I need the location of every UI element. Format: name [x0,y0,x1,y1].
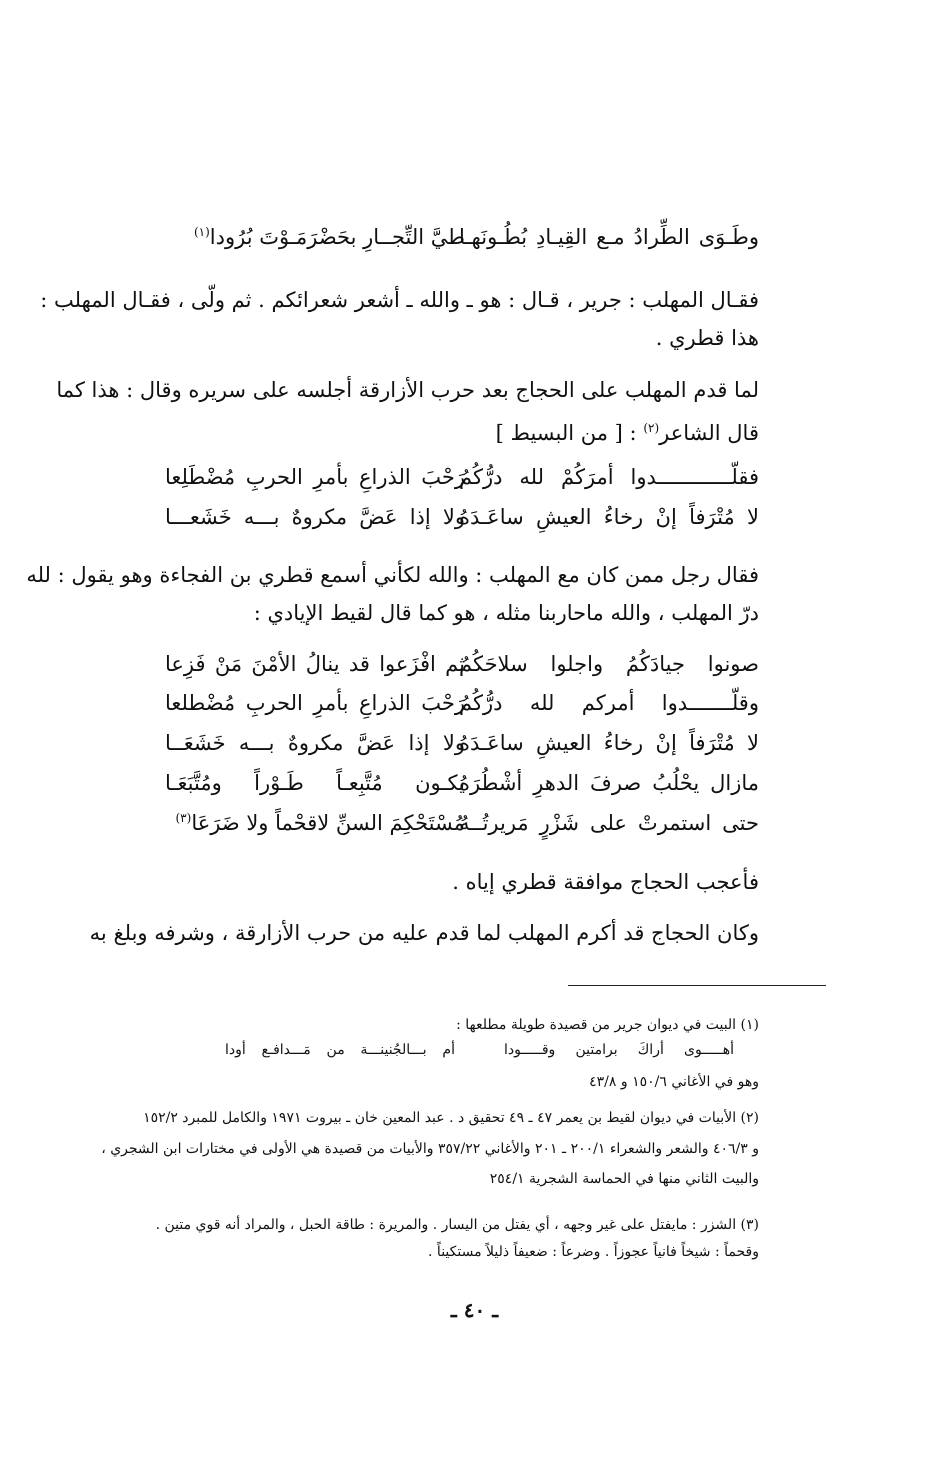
paragraph-3-line-1: فقال رجل ممن كان مع المهلب : والله لكأني أسمع قطري بن الفجاءة وهو يقول : لله [26,563,759,587]
footnote-2-line-3: والبيت الثاني منها في الحماسة الشجرية ٢٥٤/١ [489,1171,759,1187]
footnote-3-line-1: (٣) الشزر : مايفتل على غير وجهه ، أي يفتل من اليسار . والمريرة : طاقة الحبل ، والمراد أنه قوي متين . [155,1217,759,1233]
footnote-2-line-2: و ٤٠٦/٣ والشعر والشعراء ٢٠٠/١ ـ ٢٠١ والأغاني ٣٥٧/٢٢ والأبيات من قصيدة هي الأولى في مختارات ابن الشجري ، [101,1141,759,1157]
footnote-1-line-1: (١) البيت في ديوان جرير من قصيدة طويلة مطلعها : [456,1017,759,1033]
paragraph-1-line-2: هذا قطري . [655,326,759,350]
verse-2-5-left-text: مُسْتَحْكِمَ السنِّ لاقحْماً ولا ضَرَعَا [191,811,465,835]
verse-2-5-right: حتى استمرتْ على شَزْرٍ مَريرتُــهُ [459,811,759,835]
verse-1-1-right: فقلّــــــــــــدوا أمرَكُمْ لله درُّكُمُ [459,465,759,489]
footnote-3-line-2: وقحماً : شيخاً فانياً عجوزاً . وضرعاً : ضعيفاً ذليلاً مستكيناً . [428,1244,759,1260]
paragraph-3-line-2: درّ المهلب ، والله ماحاربنا مثله ، هو كما قال لقيط الإيادي : [253,601,759,625]
footnote-1-verse-left: أم بـــالجُنينـــة من مَـــدافـع أودا [225,1042,455,1058]
verse-2-5-left [165,811,465,835]
top-verse-right-hemistich: وطَـوَى الطِّرادُ مـع القِيـادِ بُطُـونَهـا [459,225,759,249]
verse-2-2-left: رَحْبَ الذراعِ بأمرِ الحربِ مُضْطلعا [165,691,465,715]
verse-2-4-left: يكـون مُتَّبِعـاً طَـوْراً ومُتَّبَعَـا [165,771,465,795]
footnote-1-verse-right: أهـــــوى أراكَ برامتين وقـــــودا [504,1042,734,1058]
top-verse-left-text: طيَّ التِّجــارِ بحَضْرَمَـوْتَ بُرُودا [209,225,465,249]
verse-2-4-right: مازال يحْلُبُ صرفَ الدهرِ أشْطُرَهُ [459,771,759,795]
paragraph-5-line-1: وكان الحجاج قد أكرم المهلب لما قدم عليه من حرب الأزارقة ، وشرفه وبلغ به [89,921,759,945]
top-verse-left-hemistich [165,225,465,249]
verse-2-3-right: لا مُتْرَفاً إنْ رخاءُ العيشِ ساعَـدَهُ [459,731,759,755]
verse-2-3-left: ولا إذا عَضَّ مكروهٌ بـــه خَشَعَــا [165,731,465,755]
verse-2-2-right: وقلّـــــــدوا أمركم لله درُّكُمُ [459,691,759,715]
footnote-marker-1: (١) [193,225,210,239]
footnote-1-line-3: وهو في الأغاني ١٥٠/٦ و ٤٣/٨ [589,1074,759,1090]
verse-2-1-right: صونوا جيادَكُمُ واجلوا سلاحَكُمُ [459,652,759,676]
paragraph-2-line-2 [496,413,759,448]
footnote-2-line-1: (٢) الأبيات في ديوان لقيط بن يعمر ٤٧ ـ ٤٩ تحقيق د . عبد المعين خان ـ بيروت ١٩٧١ والكامل للمبرد ١٥٢/٢ [143,1110,759,1126]
footnote-marker-2: (٢) [643,421,660,435]
paragraph-1-line-1: فقـال المهلب : جرير ، قـال : هو ـ والله ـ أشعر شعرائكم . ثم ولّى ، فقـال المهلب : [40,288,759,312]
paragraph-4: فأعجب الحجاج موافقة قطري إياه . [452,870,759,894]
verse-1-2-left: ولا إذا عَضَّ مكروهٌ بـــه خَشَعـــا [165,505,465,529]
meter-note: : [ من البسيط ] [495,421,637,445]
footnote-separator [568,985,826,986]
paragraph-2-line-2-text: قال الشاعر [659,421,759,445]
footnote-marker-3: (٣) [175,811,192,825]
paragraph-2-line-1: لما قدم المهلب على الحجاج بعد حرب الأزارقة أجلسه على سريره وقال : هذا كما [56,378,759,402]
verse-1-2-right: لا مُتْرَفاً إنْ رخاءُ العيشِ ساعَـدَهُ [459,505,759,529]
verse-2-1-left: ثم افْزَعوا قد ينالُ الأمْنَ مَنْ فَزِعا [165,652,465,676]
page-number: ـ ٤٠ ـ [450,1298,499,1322]
verse-1-1-left: رَحْبَ الذراعِ بأمرِ الحربِ مُضْطَلِعا [165,465,465,489]
